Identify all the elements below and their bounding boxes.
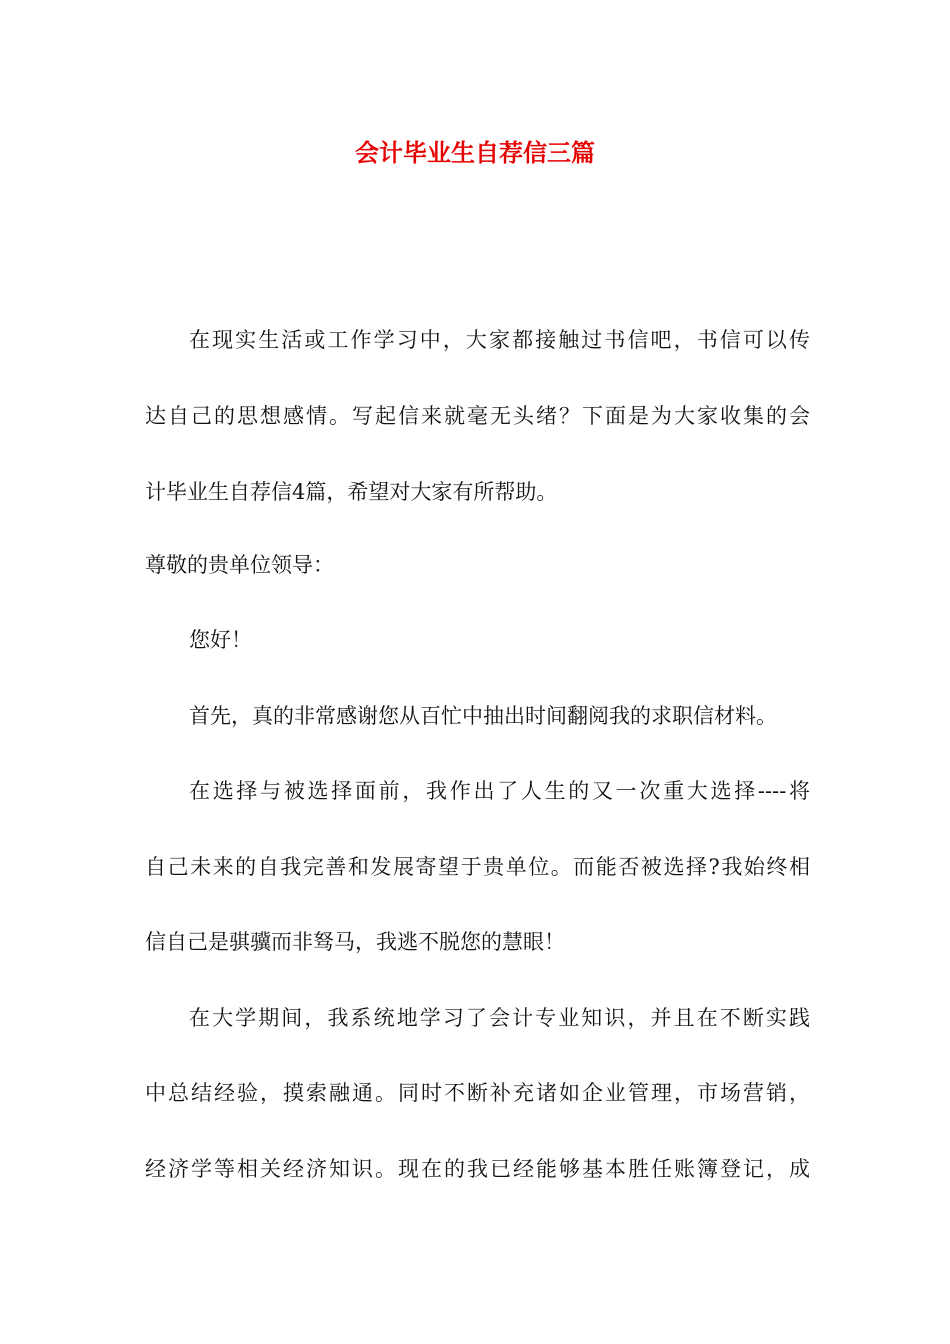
body-line-intro-3: 计毕业生自荐信4篇，希望对大家有所帮助。 <box>145 480 558 504</box>
document-title: 会计毕业生自荐信三篇 <box>355 138 595 167</box>
body-line-intro-2: 达自己的思想感情。写起信来就毫无头绪？下面是为大家收集的会 <box>145 404 810 428</box>
body-line-intro-1: 在现实生活或工作学习中，大家都接触过书信吧，书信可以传 <box>189 328 810 352</box>
body-line-choice-1: 在选择与被选择面前，我作出了人生的又一次重大选择----将 <box>189 779 810 803</box>
body-line-choice-2: 自己未来的自我完善和发展寄望于贵单位。而能否被选择?我始终相 <box>145 855 810 879</box>
body-line-study-3: 经济学等相关经济知识。现在的我已经能够基本胜任账簿登记，成 <box>145 1157 810 1181</box>
greeting: 您好！ <box>189 628 252 652</box>
body-line-thanks: 首先，真的非常感谢您从百忙中抽出时间翻阅我的求职信材料。 <box>189 704 777 728</box>
body-line-study-1: 在大学期间，我系统地学习了会计专业知识，并且在不断实践 <box>189 1006 810 1030</box>
body-line-study-2: 中总结经验，摸索融通。同时不断补充诸如企业管理，市场营销， <box>145 1081 810 1105</box>
salutation: 尊敬的贵单位领导： <box>145 553 334 577</box>
body-line-choice-3: 信自己是骐骥而非驽马，我逃不脱您的慧眼！ <box>145 930 565 954</box>
